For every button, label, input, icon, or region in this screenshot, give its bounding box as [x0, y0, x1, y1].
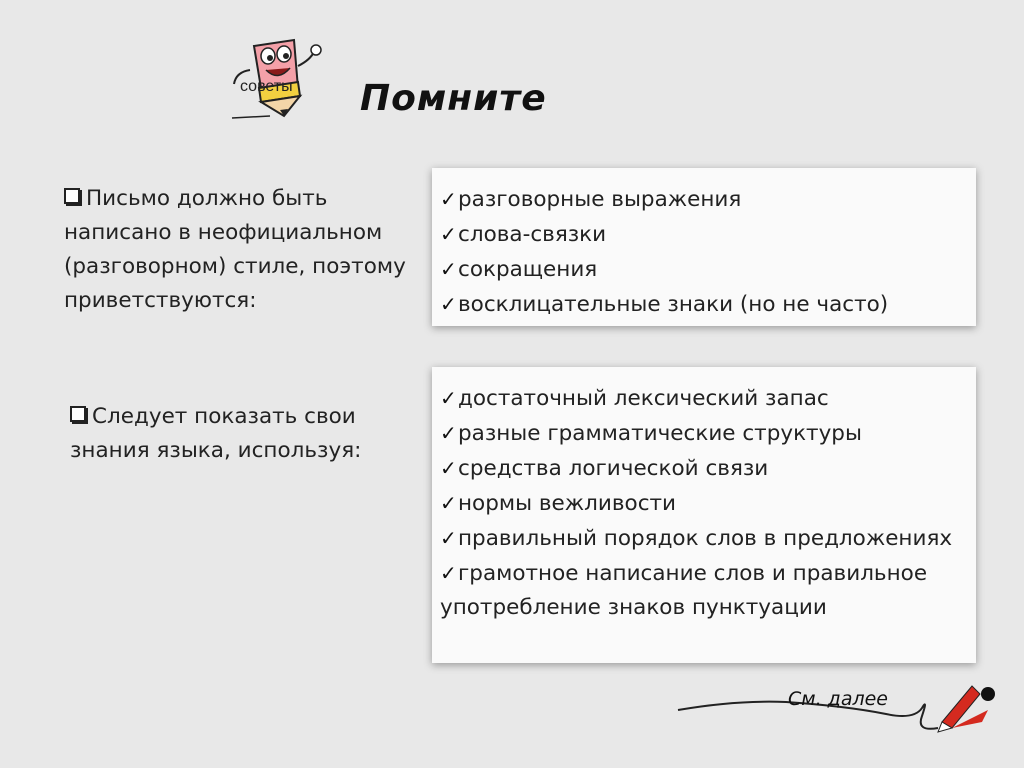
- section2-list: [432, 367, 976, 625]
- section1-prompt: Письмо должно быть написано в неофициальном (разговорном) стиле, поэтому приветствуются:: [64, 186, 406, 313]
- list-item: [440, 416, 966, 451]
- checkmark-icon: ✓: [440, 526, 457, 550]
- list-item-text: нормы вежливости: [458, 491, 677, 516]
- list-item-text: восклицательные знаки (но не часто): [458, 292, 889, 317]
- checkmark-icon: ✓: [440, 421, 457, 445]
- checkmark-icon: ✓: [440, 561, 457, 585]
- checkmark-icon: ✓: [440, 222, 457, 246]
- checkmark-icon: ✓: [440, 257, 457, 281]
- list-item-text: разные грамматические структуры: [458, 421, 862, 446]
- list-item-text: слова-связки: [458, 222, 607, 247]
- list-item-text: средства логической связи: [458, 456, 769, 481]
- checkbox-icon: [64, 188, 80, 204]
- list-item: [440, 451, 966, 486]
- page-title: Помните: [360, 78, 547, 119]
- checkmark-icon: ✓: [440, 187, 457, 211]
- list-item: [440, 381, 966, 416]
- list-item-text: правильный порядок слов в предложениях: [458, 526, 953, 551]
- section2-card: [432, 367, 976, 663]
- checkmark-icon: ✓: [440, 386, 457, 410]
- mascot-label: советы: [240, 78, 293, 95]
- list-item-text: разговорные выражения: [458, 187, 742, 212]
- section2-prompt-block: [70, 400, 420, 468]
- checkmark-icon: ✓: [440, 456, 457, 480]
- list-item-text: грамотное написание слов и правильное употребление знаков пунктуации: [440, 561, 928, 620]
- section1-card: [432, 168, 976, 326]
- list-item: [440, 521, 966, 556]
- list-item: [440, 486, 966, 521]
- list-item-text: сокращения: [458, 257, 598, 282]
- section1-prompt-block: [64, 182, 424, 318]
- pencil-mascot-icon: [228, 30, 328, 122]
- checkmark-icon: ✓: [440, 292, 457, 316]
- list-item: [440, 217, 966, 252]
- list-item: [440, 252, 966, 287]
- checkbox-icon: [70, 406, 86, 422]
- see-more-link[interactable]: См. далее: [788, 688, 888, 710]
- checkmark-icon: ✓: [440, 491, 457, 515]
- list-item: [440, 556, 966, 625]
- list-item: [440, 182, 966, 217]
- list-item: [440, 287, 966, 322]
- list-item-text: достаточный лексический запас: [458, 386, 829, 411]
- section2-prompt: Следует показать свои знания языка, используя:: [70, 404, 362, 463]
- section1-list: [432, 168, 976, 322]
